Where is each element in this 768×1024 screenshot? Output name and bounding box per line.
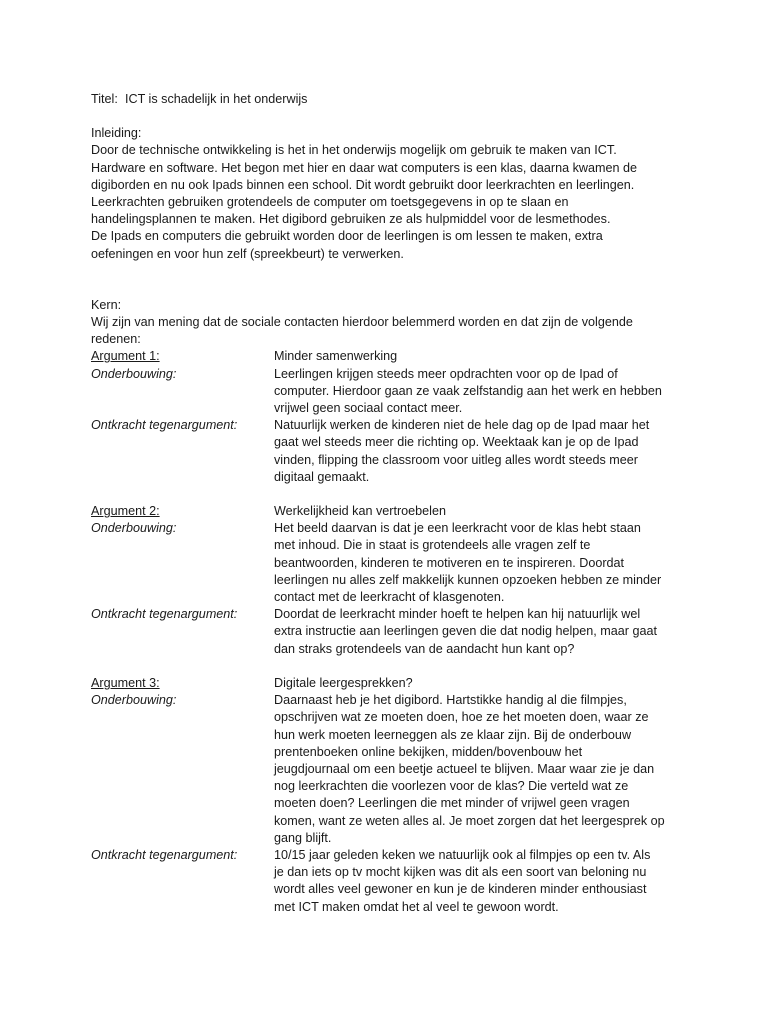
intro-heading: Inleiding: [91,126,142,141]
counter-line: 10/15 jaar geleden keken we natuurlijk ook al filmpjes op een tv. Als [274,847,651,862]
intro-line: Leerkrachten gebruiken grotendeels de computer om toetsgegevens in op te slaan en [91,195,569,210]
argument-1-label: Argument 1: [91,349,160,364]
intro-line: Hardware en software. Het begon met hier en daar wat computers is een klas, daarna kwamen de [91,160,638,175]
kern-heading: Kern: [91,297,122,312]
support-line: Leerlingen krijgen steeds meer opdrachten voor op de Ipad of [274,366,618,381]
argument-2-support-row [91,520,691,606]
support-line: beantwoorden, kinderen te motiveren en te inspireren. Doordat [274,555,625,570]
intro-line: oefeningen en voor hun zelf (spreekbeurt) te verwerken. [91,246,404,261]
argument-2-counter-row [91,606,691,658]
argument-3-label: Argument 3: [91,675,160,690]
argument-2-claim: Werkelijkheid kan vertroebelen [274,504,446,519]
support-line: contact met de leerkracht of klasgenoten. [274,590,505,605]
support-line: met inhoud. Die in staat is grotendeels alle vragen zelf te [274,538,591,553]
support-line: jeugdjournaal om een beetje actueel te blijven. Maar waar zie je dan [274,761,655,776]
intro-line: digiborden en nu ook Ipads binnen een school. Dit wordt gebruikt door leerkrachten en leerlingen. [91,177,635,192]
support-line: komen, want ze weten alles al. Je moet zorgen dat het leergesprek op [274,813,665,828]
argument-3-counter-text [274,847,684,916]
argument-3-claim: Digitale leergesprekken? [274,675,413,690]
argument-2-label: Argument 2: [91,504,160,519]
counter-line: Natuurlijk werken de kinderen niet de hele dag op de Ipad maar het [274,418,650,433]
argument-1-counter-label: Ontkracht tegenargument: [91,418,238,433]
argument-3-counter-row [91,847,691,916]
support-line: computer. Hierdoor gaan ze vaak zelfstandig aan het werk en hebben [274,383,662,398]
document-page [91,91,691,916]
argument-1-claim: Minder samenwerking [274,349,398,364]
argument-1-support-text [274,366,684,418]
support-line: Daarnaast heb je het digibord. Hartstikke handig al die filmpjes, [274,693,627,708]
argument-1-support-row [91,366,691,418]
argument-3-support-label: Onderbouwing: [91,693,177,708]
argument-3-row [91,675,691,692]
counter-line: je dan iets op tv mocht kijken was dit als een soort van beloning nu [274,865,647,880]
support-line: nog leerkrachten die voorlezen voor de klas? Die verteld wat ze [274,779,629,794]
counter-line: gaat wel steeds meer die richting op. Weektaak kan je op de Ipad [274,435,639,450]
intro-line: De Ipads en computers die gebruikt worden door de leerlingen is om lessen te maken, extra [91,229,603,244]
argument-2-counter-text [274,606,684,658]
argument-2-counter-label: Ontkracht tegenargument: [91,607,238,622]
intro-line: Door de technische ontwikkeling is het in het onderwijs mogelijk om gebruik te maken van ICT. [91,143,617,158]
support-line: prentenboeken online bekijken, midden/bovenbouw het [274,744,583,759]
argument-1-row [91,348,691,365]
argument-3-support-row [91,692,691,847]
title-label: Titel: [91,92,118,106]
counter-line: dan straks grotendeels van de aandacht hun kant op? [274,641,575,656]
argument-3-counter-label: Ontkracht tegenargument: [91,847,238,862]
support-line: leerlingen nu alles zelf makkelijk kunnen opzoeken hebben ze minder [274,572,662,587]
support-line: hun werk moeten leerneggen als ze klaar zijn. Bij de onderbouw [274,727,632,742]
counter-line: met ICT maken omdat het al veel te gewoon wordt. [274,899,559,914]
support-line: Het beeld daarvan is dat je een leerkracht voor de klas hebt staan [274,521,641,536]
argument-1-counter-text [274,417,684,486]
counter-line: vinden, flipping the classroom voor uitleg alles wordt steeds meer [274,452,639,467]
counter-line: digitaal gemaakt. [274,469,370,484]
argument-1-counter-row [91,417,691,486]
counter-line: extra instructie aan leerlingen geven die dat nodig helpen, maar gaat [274,624,657,639]
counter-line: Doordat de leerkracht minder hoeft te helpen kan hij natuurlijk wel [274,607,641,622]
argument-2-row [91,503,691,520]
kern-line: Wij zijn van mening dat de sociale contacten hierdoor belemmerd worden en dat zijn de volgende [91,315,633,330]
title-row [91,91,691,108]
support-line: opschrijven wat ze moeten doen, hoe ze het moeten doen, waar ze [274,710,649,725]
intro-paragraph [91,142,691,262]
argument-2-support-text [274,520,684,606]
counter-line: wordt alles veel gewoner en kun je de kinderen minder enthousiast [274,882,647,897]
kern-line: redenen: [91,332,141,347]
title-text: ICT is schadelijk in het onderwijs [125,92,308,106]
support-line: gang blijft. [274,830,332,845]
argument-1-support-label: Onderbouwing: [91,366,177,381]
argument-3-support-text [274,692,684,847]
support-line: vrijwel geen sociaal contact meer. [274,401,463,416]
argument-2-support-label: Onderbouwing: [91,521,177,536]
intro-line: handelingsplannen te maken. Het digibord gebruiken ze als hulpmiddel voor de lesmethodes. [91,212,611,227]
support-line: moeten doen? Leerlingen die met minder of vrijwel geen vragen [274,796,630,811]
